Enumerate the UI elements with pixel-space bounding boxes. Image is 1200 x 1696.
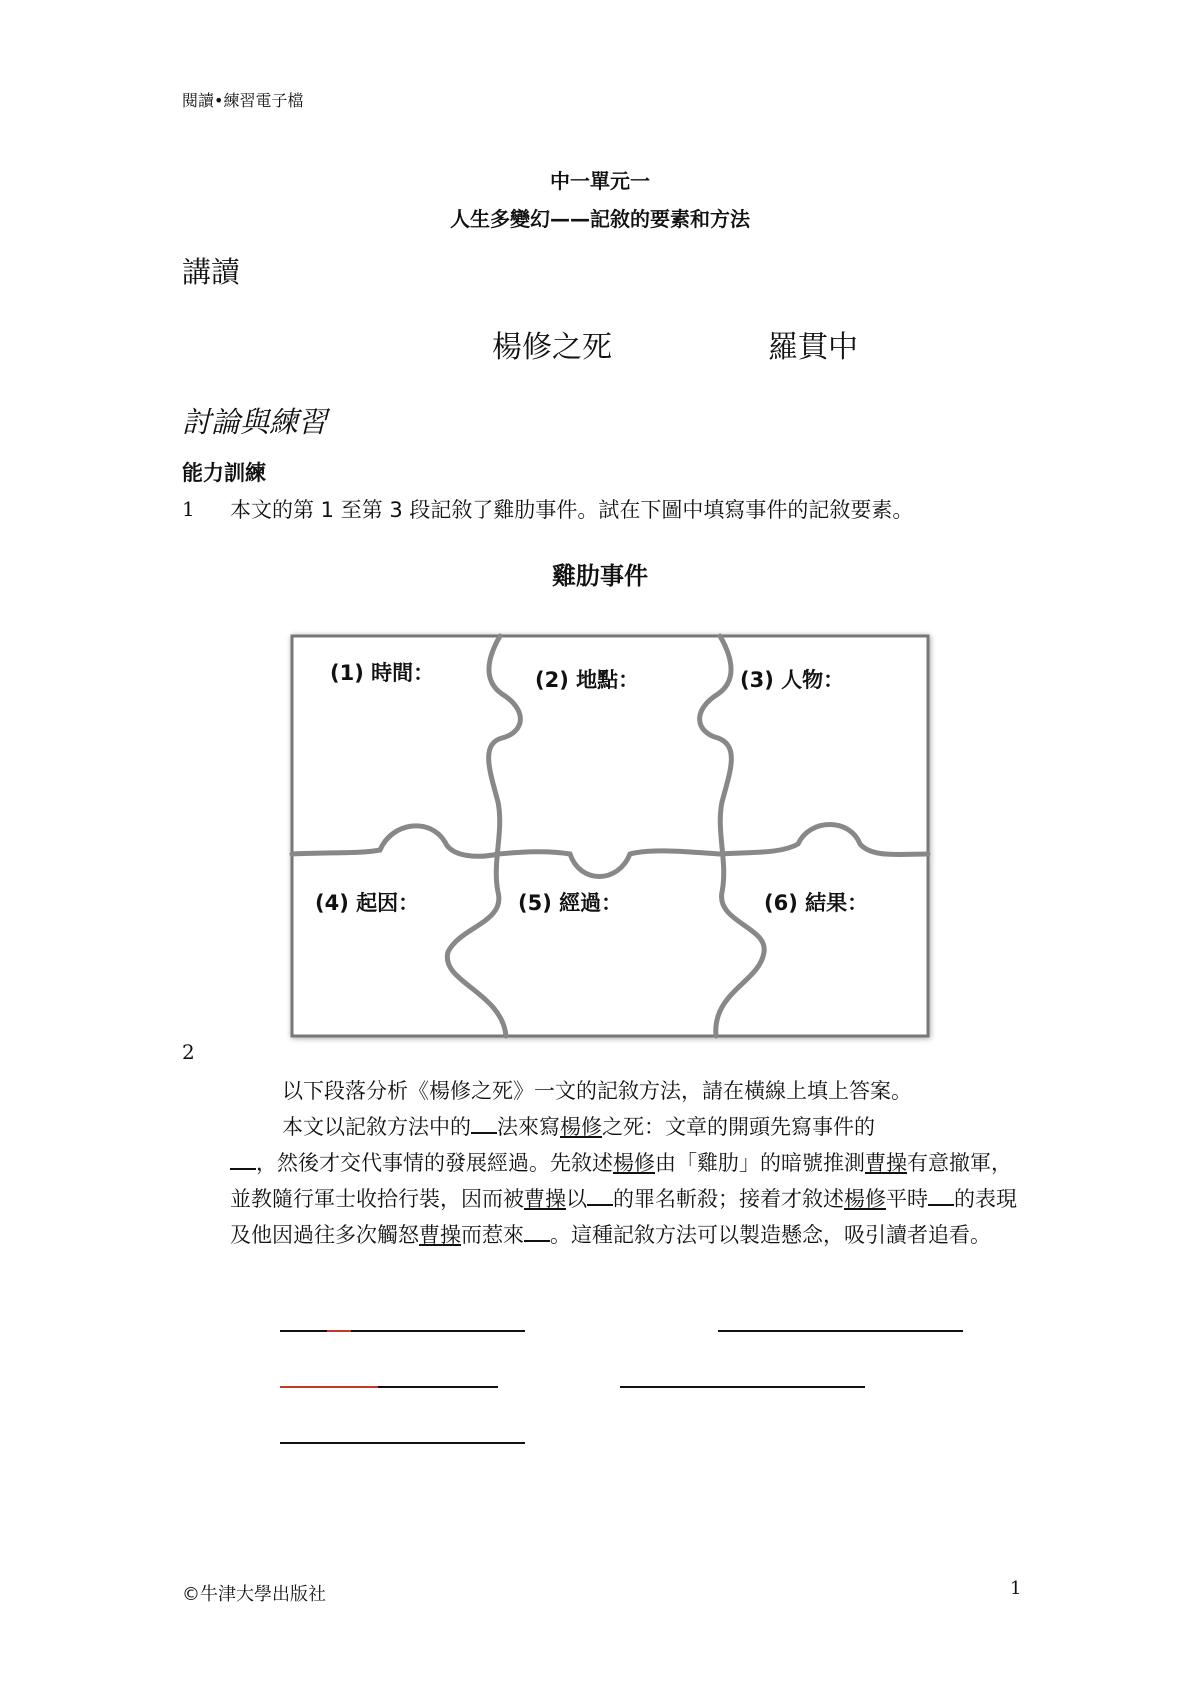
paragraph-segment: 以 (566, 1187, 587, 1211)
piece-time-label: (1) 時間： (330, 661, 435, 685)
paragraph-segment: 本文以記敘方法中的 (282, 1115, 471, 1139)
answer-line-5[interactable] (280, 1442, 525, 1444)
question-2-paragraph (230, 1109, 1030, 1253)
document-header: 閱讀•練習電子檔 (182, 91, 304, 110)
answer-line-4[interactable] (620, 1386, 865, 1388)
piece-place-label: (2) 地點： (535, 668, 640, 692)
paragraph-segment: 。這種記敘方法可以製造懸念，吸引讀者追看。 (550, 1223, 991, 1247)
answer-blank[interactable] (471, 1110, 497, 1134)
answer-line-1-mark (327, 1330, 351, 1332)
answer-blank[interactable] (524, 1218, 550, 1242)
paragraph-segment: 有意撤軍，並教隨行軍士收拾行裝，因而被 (230, 1151, 1012, 1211)
paragraph-segment: ，然後才交代事情的發展經過。先敘述 (256, 1151, 613, 1175)
proper-noun: 曹操 (865, 1151, 907, 1175)
piece-people-label: (3) 人物： (740, 668, 845, 692)
section-heading-read: 講讀 (182, 255, 241, 289)
answer-line-3[interactable] (378, 1386, 498, 1388)
paragraph-segment: 平時 (886, 1187, 928, 1211)
piece-result-label: (6) 結果： (764, 891, 869, 915)
answer-line-3-mark (280, 1386, 378, 1388)
proper-noun: 曹操 (524, 1187, 566, 1211)
answer-line-2[interactable] (718, 1330, 963, 1332)
question-1-number: 1 (182, 497, 195, 521)
answer-blank[interactable] (928, 1182, 954, 1206)
text-author: 羅貫中 (768, 330, 858, 365)
publisher-credit: ©牛津大學出版社 (182, 1584, 326, 1605)
paragraph-segment: 之死：文章的開頭先寫事件的 (602, 1115, 875, 1139)
unit-subtitle: 人生多變幻——記敘的要素和方法 (450, 207, 750, 231)
question-2-intro: 以下段落分析《楊修之死》一文的記敘方法，請在橫線上填上答案。 (282, 1079, 912, 1103)
answer-line-1[interactable] (280, 1330, 525, 1332)
proper-noun: 曹操 (419, 1223, 461, 1247)
piece-cause-label: (4) 起因： (315, 891, 420, 915)
answer-blank[interactable] (230, 1146, 256, 1170)
piece-process-label: (5) 經過： (518, 891, 623, 915)
paragraph-segment: 的表現及他因過往多次觸怒 (230, 1187, 1017, 1247)
unit-title: 中一單元一 (550, 169, 650, 193)
question-2-number: 2 (182, 1040, 195, 1064)
text-title: 楊修之死 (492, 330, 612, 365)
ability-heading: 能力訓練 (182, 461, 266, 485)
paragraph-segment: 的罪名斬殺；接着才敘述 (613, 1187, 844, 1211)
diagram-title: 雞肋事件 (552, 562, 648, 590)
discussion-heading: 討論與練習 (182, 405, 328, 439)
paragraph-segment: 由「雞肋」的暗號推測 (655, 1151, 865, 1175)
paragraph-segment: 而惹來 (461, 1223, 524, 1247)
jigsaw-diagram (280, 622, 940, 1044)
proper-noun: 楊修 (560, 1115, 602, 1139)
proper-noun: 楊修 (844, 1187, 886, 1211)
question-1-text: 本文的第 1 至第 3 段記敘了雞肋事件。試在下圖中填寫事件的記敘要素。 (230, 498, 914, 522)
paragraph-segment: 法來寫 (497, 1115, 560, 1139)
page-number: 1 (1010, 1578, 1022, 1599)
proper-noun: 楊修 (613, 1151, 655, 1175)
answer-blank[interactable] (587, 1182, 613, 1206)
